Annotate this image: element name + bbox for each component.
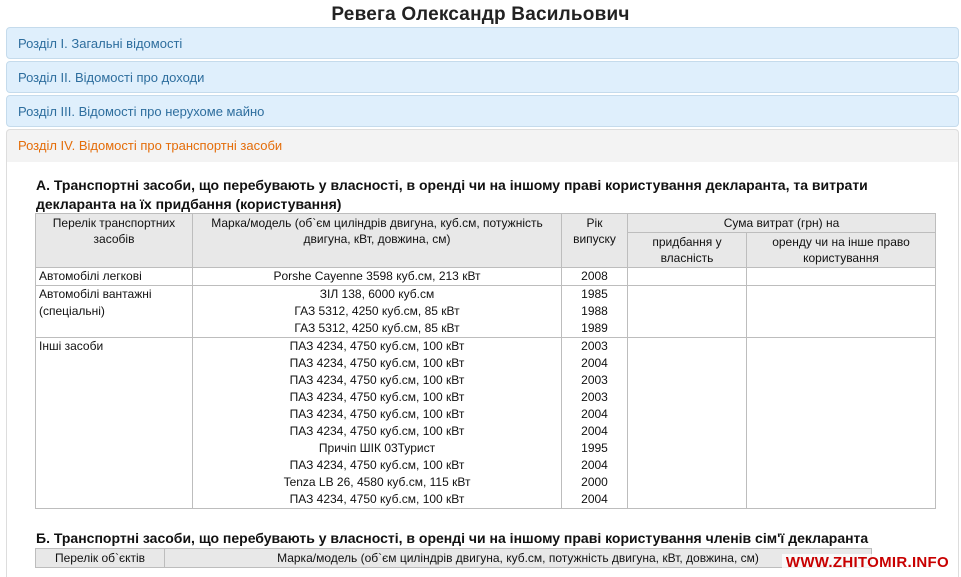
col-header-rent: оренду чи на інше право користування (747, 233, 936, 268)
model-entry: ПАЗ 4234, 4750 куб.см, 100 кВт (289, 492, 465, 506)
col-header-model: Марка/модель (об`єм циліндрів двигуна, куб.см, потужність двигуна, кВт, довжина, см) (193, 214, 562, 268)
year-entry: 1988 (581, 304, 608, 318)
model-entry: ПАЗ 4234, 4750 куб.см, 100 кВт (289, 373, 465, 387)
year-entry: 2003 (581, 339, 608, 353)
model-entry: ПАЗ 4234, 4750 куб.см, 100 кВт (289, 407, 465, 421)
section-label: Розділ III. Відомості про нерухоме майно (18, 104, 265, 119)
vehicles-table (35, 213, 936, 509)
family-vehicles-table (35, 548, 872, 568)
section-header-income[interactable] (6, 61, 959, 93)
model-entry: ПАЗ 4234, 4750 куб.см, 100 кВт (289, 424, 465, 438)
model-entry: ГАЗ 5312, 4250 куб.см, 85 кВт (294, 304, 460, 318)
purchase-cell (628, 338, 747, 509)
table-row (36, 268, 936, 286)
purchase-cell (628, 268, 747, 286)
year-cell (562, 286, 628, 338)
rent-cell (747, 268, 936, 286)
model-entry: Причіп ШІК 03Турист (318, 441, 436, 455)
model-entry: ГАЗ 5312, 4250 куб.см, 85 кВт (294, 321, 460, 335)
rent-cell (747, 286, 936, 338)
model-entry: ПАЗ 4234, 4750 куб.см, 100 кВт (289, 390, 465, 404)
section-header-general[interactable] (6, 27, 959, 59)
category-cell: Автомобілі легкові (36, 268, 193, 286)
model-entry: ЗІЛ 138, 6000 куб.см (319, 287, 435, 301)
watermark-logo: WWW.ZHITOMIR.INFO (782, 554, 953, 571)
year-entry: 1989 (581, 321, 608, 335)
year-entry: 2004 (581, 407, 608, 421)
table-row (36, 286, 936, 338)
col-header-purchase: придбання у власність (628, 233, 747, 268)
col-header-model: Марка/модель (об`єм циліндрів двигуна, куб.см, потужність двигуна, кВт, довжина, см) (165, 549, 872, 568)
year-entry: 2004 (581, 424, 608, 438)
category-cell: Автомобілі вантажні (спеціальні) (36, 286, 193, 338)
section-header-real-estate[interactable] (6, 95, 959, 127)
section-label: Розділ IV. Відомості про транспортні засоби (18, 138, 283, 153)
year-entry: 2004 (581, 356, 608, 370)
model-entry: ПАЗ 4234, 4750 куб.см, 100 кВт (289, 339, 465, 353)
year-entry: 2004 (581, 458, 608, 472)
col-header-objects: Перелік об`єктів (36, 549, 165, 568)
section-header-vehicles[interactable] (6, 129, 959, 163)
model-cell (193, 268, 562, 286)
model-entry: ПАЗ 4234, 4750 куб.см, 100 кВт (289, 356, 465, 370)
model-entry: Porshe Cayenne 3598 куб.см, 213 кВт (273, 269, 481, 283)
section-label: Розділ II. Відомості про доходи (18, 70, 205, 85)
col-header-sum: Сума витрат (грн) на (628, 214, 936, 233)
col-header-year: Рік випуску (562, 214, 628, 268)
year-entry: 1995 (581, 441, 608, 455)
year-entry: 2004 (581, 492, 608, 506)
year-cell (562, 268, 628, 286)
year-cell (562, 338, 628, 509)
rent-cell (747, 338, 936, 509)
category-cell: Інші засоби (36, 338, 193, 509)
subsection-b-title: Б. Транспортні засоби, що перебувають у власності, в оренді чи на іншому праві користування членів сім'ї декларанта (36, 530, 869, 546)
year-entry: 2000 (581, 475, 608, 489)
purchase-cell (628, 286, 747, 338)
table-row (36, 338, 936, 509)
col-header-list: Перелік транспортних засобів (36, 214, 193, 268)
model-entry: Tenza LB 26, 4580 куб.см, 115 кВт (283, 475, 471, 489)
year-entry: 1985 (581, 287, 608, 301)
model-cell (193, 286, 562, 338)
year-entry: 2008 (581, 269, 608, 283)
year-entry: 2003 (581, 373, 608, 387)
section-label: Розділ I. Загальні відомості (18, 36, 183, 51)
subsection-a-title: А. Транспортні засоби, що перебувають у власності, в оренді чи на іншому праві користування декларанта, та витрати декларанта на їх придбання (користування) (36, 177, 868, 212)
page-title: Ревега Олександр Васильович (331, 4, 630, 25)
model-cell (193, 338, 562, 509)
model-entry: ПАЗ 4234, 4750 куб.см, 100 кВт (289, 458, 465, 472)
year-entry: 2003 (581, 390, 608, 404)
